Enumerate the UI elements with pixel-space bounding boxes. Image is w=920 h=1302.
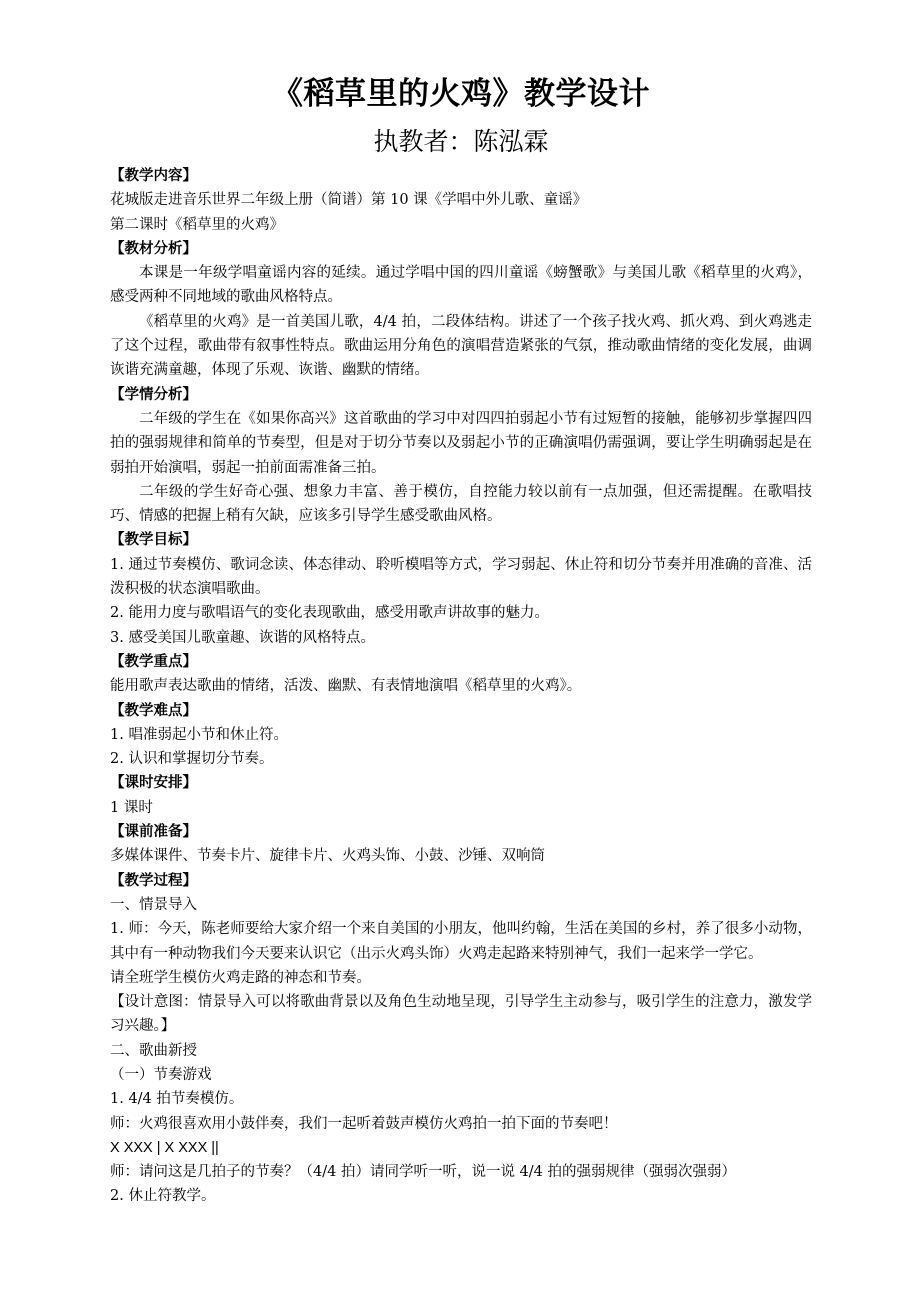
design-intent-note: 【设计意图：情景导入可以将歌曲背景以及角色生动地呈现，引导学生主动参与，吸引学生的注意力，激发学习兴趣。】 [110, 994, 812, 1035]
prep-text: 多媒体课件、节奏卡片、旋律卡片、火鸡头饰、小鼓、沙锤、双响筒 [110, 848, 545, 865]
student-paragraph-2: 二年级的学生好奇心强、想象力丰富、善于模仿，自控能力较以前有一点加强，但还需提醒。在歌唱技巧、情感的把握上稍有欠缺，应该多引导学生感受歌曲风格。 [110, 483, 812, 525]
section-heading-difficult: 【教学难点】 [110, 702, 197, 719]
process-step-2-teacher-1: 师：火鸡很喜欢用小鼓伴奏，我们一起听着鼓声模仿火鸡拍一拍下面的节奏吧！ [110, 1115, 618, 1132]
key-point-text: 能用歌声表达歌曲的情绪，活泼、幽默、有表情地演唱《稻草里的火鸡》。 [110, 678, 582, 695]
analysis-paragraph-1: 本课是一年级学唱童谣内容的延续。通过学唱中国的四川童谣《螃蟹歌》与美国儿歌《稻草里的火鸡》，感受两种不同地域的歌曲风格特点。 [110, 265, 812, 306]
process-step-2-teacher-2: 师：请问这是几拍子的节奏？（4/4 拍）请同学听一听，说一说 4/4 拍的强弱规律（强弱次强弱） [110, 1164, 736, 1181]
process-step-1-text-2: 请全班学生模仿火鸡走路的神态和节奏。 [110, 969, 371, 986]
process-step-2-item-2: 2. 休止符教学。 [110, 1188, 216, 1205]
content-line-1: 花城版走进音乐世界二年级上册（简谱）第 10 课《学唱中外儿歌、童谣》 [110, 192, 588, 209]
goal-item-2: 2. 能用力度与歌唱语气的变化表现歌曲，感受用歌声讲故事的魅力。 [110, 605, 549, 622]
difficult-item-1: 1. 唱准弱起小节和休止符。 [110, 726, 288, 743]
process-step-2-title: 二、歌曲新授 [110, 1042, 197, 1059]
process-step-1-title: 一、情景导入 [110, 896, 197, 913]
rhythm-notation: X XXX | X XXX || [110, 1139, 219, 1156]
content-line-2: 第二课时《稻草里的火鸡》 [110, 216, 284, 233]
section-heading-goals: 【教学目标】 [110, 532, 197, 549]
section-heading-process: 【教学过程】 [110, 872, 197, 889]
process-step-1-text: 1. 师：今天，陈老师要给大家介绍一个来自美国的小朋友，他叫约翰，生活在美国的乡村，养了很多小动物，其中有一种动物我们今天要来认识它（出示火鸡头饰）火鸡走起路来特别神气，我们一起来学一学它。 [110, 921, 812, 962]
section-heading-analysis: 【教材分析】 [110, 240, 197, 257]
section-heading-schedule: 【课时安排】 [110, 775, 197, 792]
difficult-item-2: 2. 认识和掌握切分节奏。 [110, 751, 274, 768]
student-paragraph-1: 二年级的学生在《如果你高兴》这首歌曲的学习中对四四拍弱起小节有过短暂的接触，能够初步掌握四四拍的强弱规律和简单的节奏型，但是对于切分节奏以及弱起小节的正确演唱仍需强调，要让学生明确弱起是在弱拍开始演唱，弱起一拍前面需准备三拍。 [110, 410, 812, 476]
analysis-paragraph-2: 《稻草里的火鸡》是一首美国儿歌，4/4 拍，二段体结构。讲述了一个孩子找火鸡、抓火鸡、到火鸡逃走了这个过程，歌曲带有叙事性特点。歌曲运用分角色的演唱营造紧张的气氛，推动歌曲情绪的变化发展，曲调诙谐充满童趣，体现了乐观、诙谐、幽默的情绪。 [110, 313, 812, 379]
section-heading-student: 【学情分析】 [110, 386, 197, 403]
section-heading-prep: 【课前准备】 [110, 824, 197, 841]
schedule-text: 1 课时 [110, 799, 153, 816]
section-heading-key: 【教学重点】 [110, 653, 197, 670]
author-line: 执教者：陈泓霖 [373, 127, 549, 156]
goal-item-1: 1. 通过节奏模仿、歌词念读、体态律动、聆听模唱等方式，学习弱起、休止符和切分节奏并用准确的音准、活泼积极的状态演唱歌曲。 [110, 556, 812, 598]
goal-item-3: 3. 感受美国儿歌童趣、诙谐的风格特点。 [110, 629, 375, 646]
page-title: 《稻草里的火鸡》教学设计 [272, 76, 650, 112]
process-step-2-item-1: 1. 4/4 拍节奏模仿。 [110, 1091, 244, 1108]
section-heading-content: 【教学内容】 [110, 168, 197, 184]
process-step-2-subtitle: （一）节奏游戏 [110, 1066, 212, 1083]
